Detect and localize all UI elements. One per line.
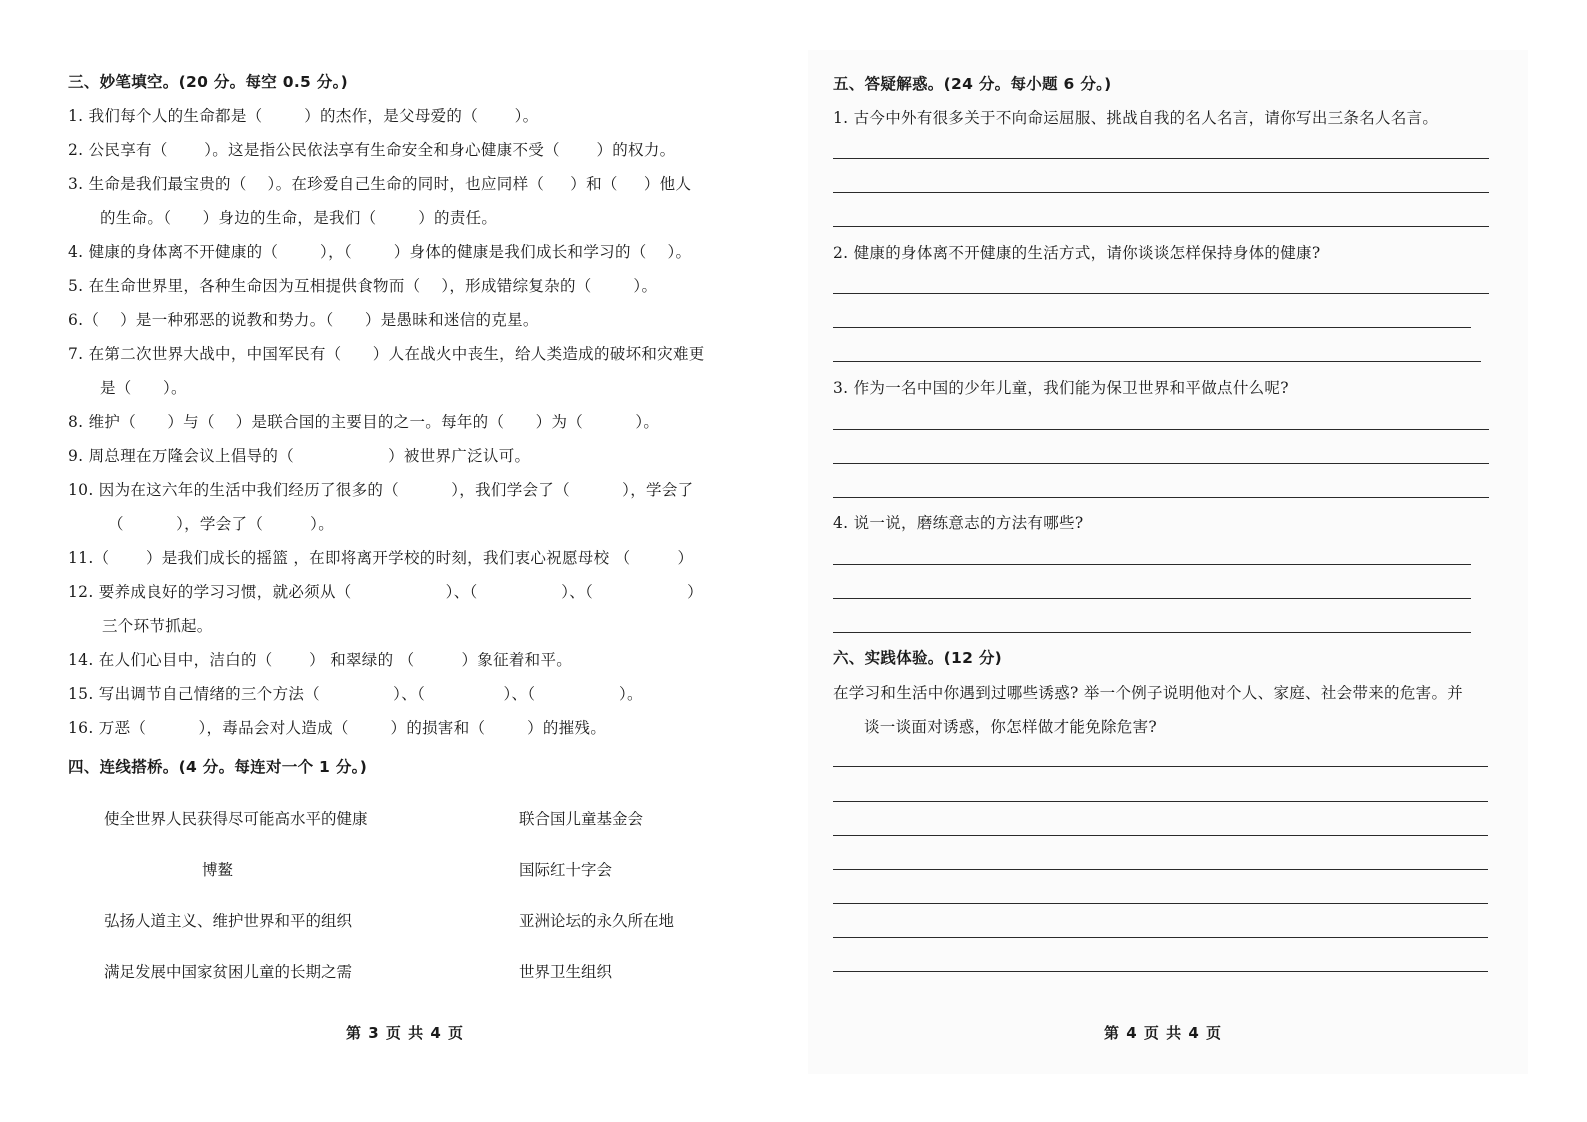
match-left-item-1[interactable]: 使全世界人民获得尽可能高水平的健康 bbox=[104, 810, 368, 828]
fill-blank-question-12-cont: 三个环节抓起。 bbox=[102, 617, 213, 635]
page-number-footer: 第 3 页 共 4 页 bbox=[346, 1024, 464, 1042]
fill-blank-question-9: 9. 周总理在万隆会议上倡导的（ ）被世界广泛认可。 bbox=[68, 447, 531, 465]
answer-line[interactable] bbox=[833, 801, 1488, 802]
fill-blank-question-5: 5. 在生命世界里，各种生命因为互相提供食物而（ ），形成错综复杂的（ ）。 bbox=[68, 277, 658, 295]
fill-blank-question-6: 6.（ ）是一种邪恶的说教和势力。（ ）是愚昧和迷信的克星。 bbox=[68, 311, 539, 329]
answer-line[interactable] bbox=[833, 564, 1471, 565]
essay-question-4: 4. 说一说，磨练意志的方法有哪些? bbox=[833, 514, 1084, 532]
match-left-item-2[interactable]: 博鳌 bbox=[202, 861, 234, 879]
fill-blank-question-2: 2. 公民享有（ ）。这是指公民依法享有生命安全和身心健康不受（ ）的权力。 bbox=[68, 141, 676, 159]
section-6-title: 六、实践体验。(12 分) bbox=[833, 649, 1003, 667]
page-number-footer: 第 4 页 共 4 页 bbox=[1104, 1024, 1222, 1042]
match-right-item-4[interactable]: 世界卫生组织 bbox=[519, 963, 613, 981]
fill-blank-question-8: 8. 维护（ ）与（ ）是联合国的主要目的之一。每年的（ ）为（ ）。 bbox=[68, 413, 660, 431]
practice-prompt-line-1: 在学习和生活中你遇到过哪些诱惑? 举一个例子说明他对个人、家庭、社会带来的危害。并 bbox=[833, 684, 1464, 702]
answer-line[interactable] bbox=[833, 903, 1488, 904]
match-right-item-3[interactable]: 亚洲论坛的永久所在地 bbox=[519, 912, 675, 930]
answer-line[interactable] bbox=[833, 192, 1489, 193]
answer-line[interactable] bbox=[833, 869, 1488, 870]
match-left-item-4[interactable]: 满足发展中国家贫困儿童的长期之需 bbox=[104, 963, 353, 981]
essay-question-2: 2. 健康的身体离不开健康的生活方式，请你谈谈怎样保持身体的健康? bbox=[833, 244, 1321, 262]
fill-blank-question-15: 15. 写出调节自己情绪的三个方法（ ）、（ ）、（ ）。 bbox=[68, 685, 643, 703]
fill-blank-question-16: 16. 万恶（ ），毒品会对人造成（ ）的损害和（ ）的摧残。 bbox=[68, 719, 607, 737]
fill-blank-question-11: 11.（ ）是我们成长的摇篮 ，在即将离开学校的时刻，我们衷心祝愿母校 （ ） bbox=[68, 549, 694, 567]
fill-blank-question-4: 4. 健康的身体离不开健康的（ ），（ ）身体的健康是我们成长和学习的（ ）。 bbox=[68, 243, 692, 261]
answer-line[interactable] bbox=[833, 632, 1471, 633]
answer-line[interactable] bbox=[833, 293, 1489, 294]
answer-line[interactable] bbox=[833, 766, 1488, 767]
fill-blank-question-3: 3. 生命是我们最宝贵的（ ）。在珍爱自己生命的同时，也应同样（ ）和（ ）他人 bbox=[68, 175, 692, 193]
match-left-item-3[interactable]: 弘扬人道主义、维护世界和平的组织 bbox=[104, 912, 353, 930]
answer-line[interactable] bbox=[833, 158, 1489, 159]
fill-blank-question-1: 1. 我们每个人的生命都是（ ）的杰作，是父母爱的（ ）。 bbox=[68, 107, 539, 125]
fill-blank-question-3-cont: 的生命。（ ）身边的生命，是我们（ ）的责任。 bbox=[100, 209, 498, 227]
practice-prompt-line-2: 谈一谈面对诱惑，你怎样做才能免除危害? bbox=[864, 718, 1158, 736]
fill-blank-question-12: 12. 要养成良好的学习习惯，就必须从（ ）、（ ）、（ ） bbox=[68, 583, 703, 601]
answer-line[interactable] bbox=[833, 598, 1471, 599]
answer-line[interactable] bbox=[833, 463, 1489, 464]
fill-blank-question-10-cont: （ ），学会了（ ）。 bbox=[108, 515, 335, 533]
essay-question-3: 3. 作为一名中国的少年儿童，我们能为保卫世界和平做点什么呢? bbox=[833, 379, 1289, 397]
answer-line[interactable] bbox=[833, 429, 1489, 430]
section-3-title: 三、妙笔填空。(20 分。每空 0.5 分。) bbox=[68, 73, 349, 91]
answer-line[interactable] bbox=[833, 361, 1481, 362]
answer-line[interactable] bbox=[833, 327, 1471, 328]
answer-line[interactable] bbox=[833, 971, 1488, 972]
section-4-title: 四、连线搭桥。(4 分。每连对一个 1 分。) bbox=[68, 758, 368, 776]
match-right-item-1[interactable]: 联合国儿童基金会 bbox=[519, 810, 644, 828]
answer-line[interactable] bbox=[833, 226, 1489, 227]
fill-blank-question-7-cont: 是（ ）。 bbox=[100, 379, 187, 397]
fill-blank-question-7: 7. 在第二次世界大战中，中国军民有（ ）人在战火中丧生，给人类造成的破坏和灾难更 bbox=[68, 345, 705, 363]
essay-question-1: 1. 古今中外有很多关于不向命运屈服、挑战自我的名人名言，请你写出三条名人名言。 bbox=[833, 109, 1439, 127]
match-right-item-2[interactable]: 国际红十字会 bbox=[519, 861, 613, 879]
section-5-title: 五、答疑解惑。(24 分。每小题 6 分。) bbox=[833, 75, 1112, 93]
answer-line[interactable] bbox=[833, 937, 1488, 938]
fill-blank-question-10: 10. 因为在这六年的生活中我们经历了很多的（ ），我们学会了（ ），学会了 bbox=[68, 481, 694, 499]
answer-line[interactable] bbox=[833, 497, 1489, 498]
fill-blank-question-14: 14. 在人们心目中，洁白的（ ） 和翠绿的 （ ）象征着和平。 bbox=[68, 651, 573, 669]
answer-line[interactable] bbox=[833, 835, 1488, 836]
